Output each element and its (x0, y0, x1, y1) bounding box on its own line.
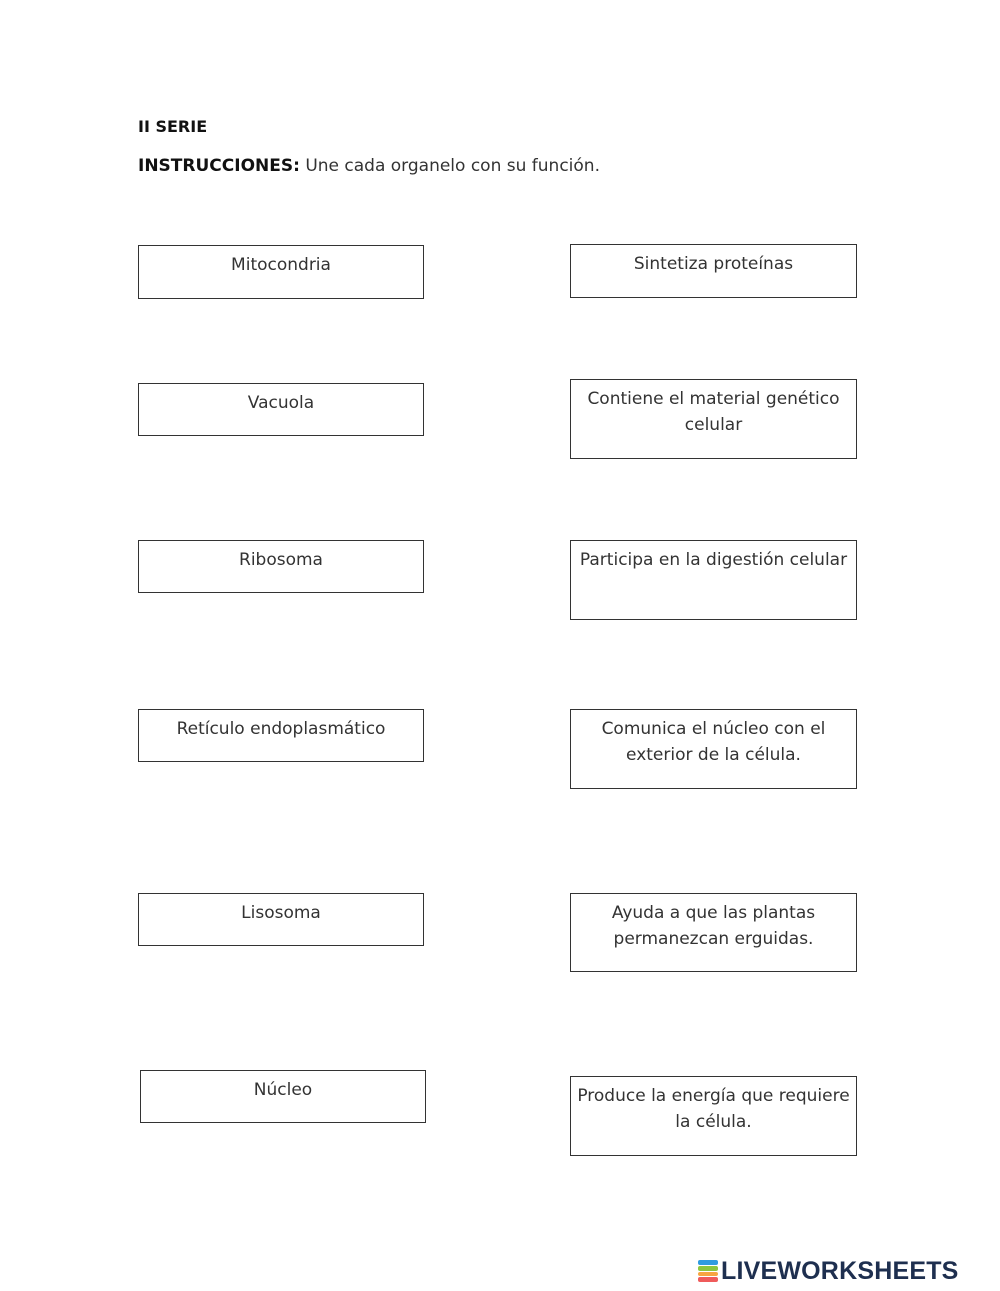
function-box-comunica[interactable]: Comunica el núcleo con el exterior de la célula. (570, 709, 857, 789)
organelle-box-vacuola[interactable]: Vacuola (138, 383, 424, 436)
instructions-text: Une cada organelo con su función. (305, 156, 600, 176)
instructions-label: INSTRUCCIONES: (138, 156, 300, 176)
function-box-material-genetico[interactable]: Contiene el material genético celular (570, 379, 857, 459)
function-box-energia[interactable]: Produce la energía que requiere la célula. (570, 1076, 857, 1156)
logo-text: LIVEWORKSHEETS (721, 1256, 959, 1285)
series-title: II SERIE (138, 117, 208, 136)
instructions (138, 156, 600, 176)
logo-block (698, 1260, 718, 1265)
logo-blocks-icon (698, 1260, 718, 1282)
organelle-box-reticulo[interactable]: Retículo endoplasmático (138, 709, 424, 762)
function-box-erguidas[interactable]: Ayuda a que las plantas permanezcan erguidas. (570, 893, 857, 972)
organelle-box-mitocondria[interactable]: Mitocondria (138, 245, 424, 299)
function-box-sintetiza[interactable]: Sintetiza proteínas (570, 244, 857, 298)
organelle-box-nucleo[interactable]: Núcleo (140, 1070, 426, 1123)
logo-block (698, 1277, 718, 1282)
liveworksheets-logo (698, 1258, 959, 1284)
logo-block (698, 1272, 718, 1277)
logo-block (698, 1266, 718, 1271)
organelle-box-ribosoma[interactable]: Ribosoma (138, 540, 424, 593)
organelle-box-lisosoma[interactable]: Lisosoma (138, 893, 424, 946)
function-box-digestion[interactable]: Participa en la digestión celular (570, 540, 857, 620)
